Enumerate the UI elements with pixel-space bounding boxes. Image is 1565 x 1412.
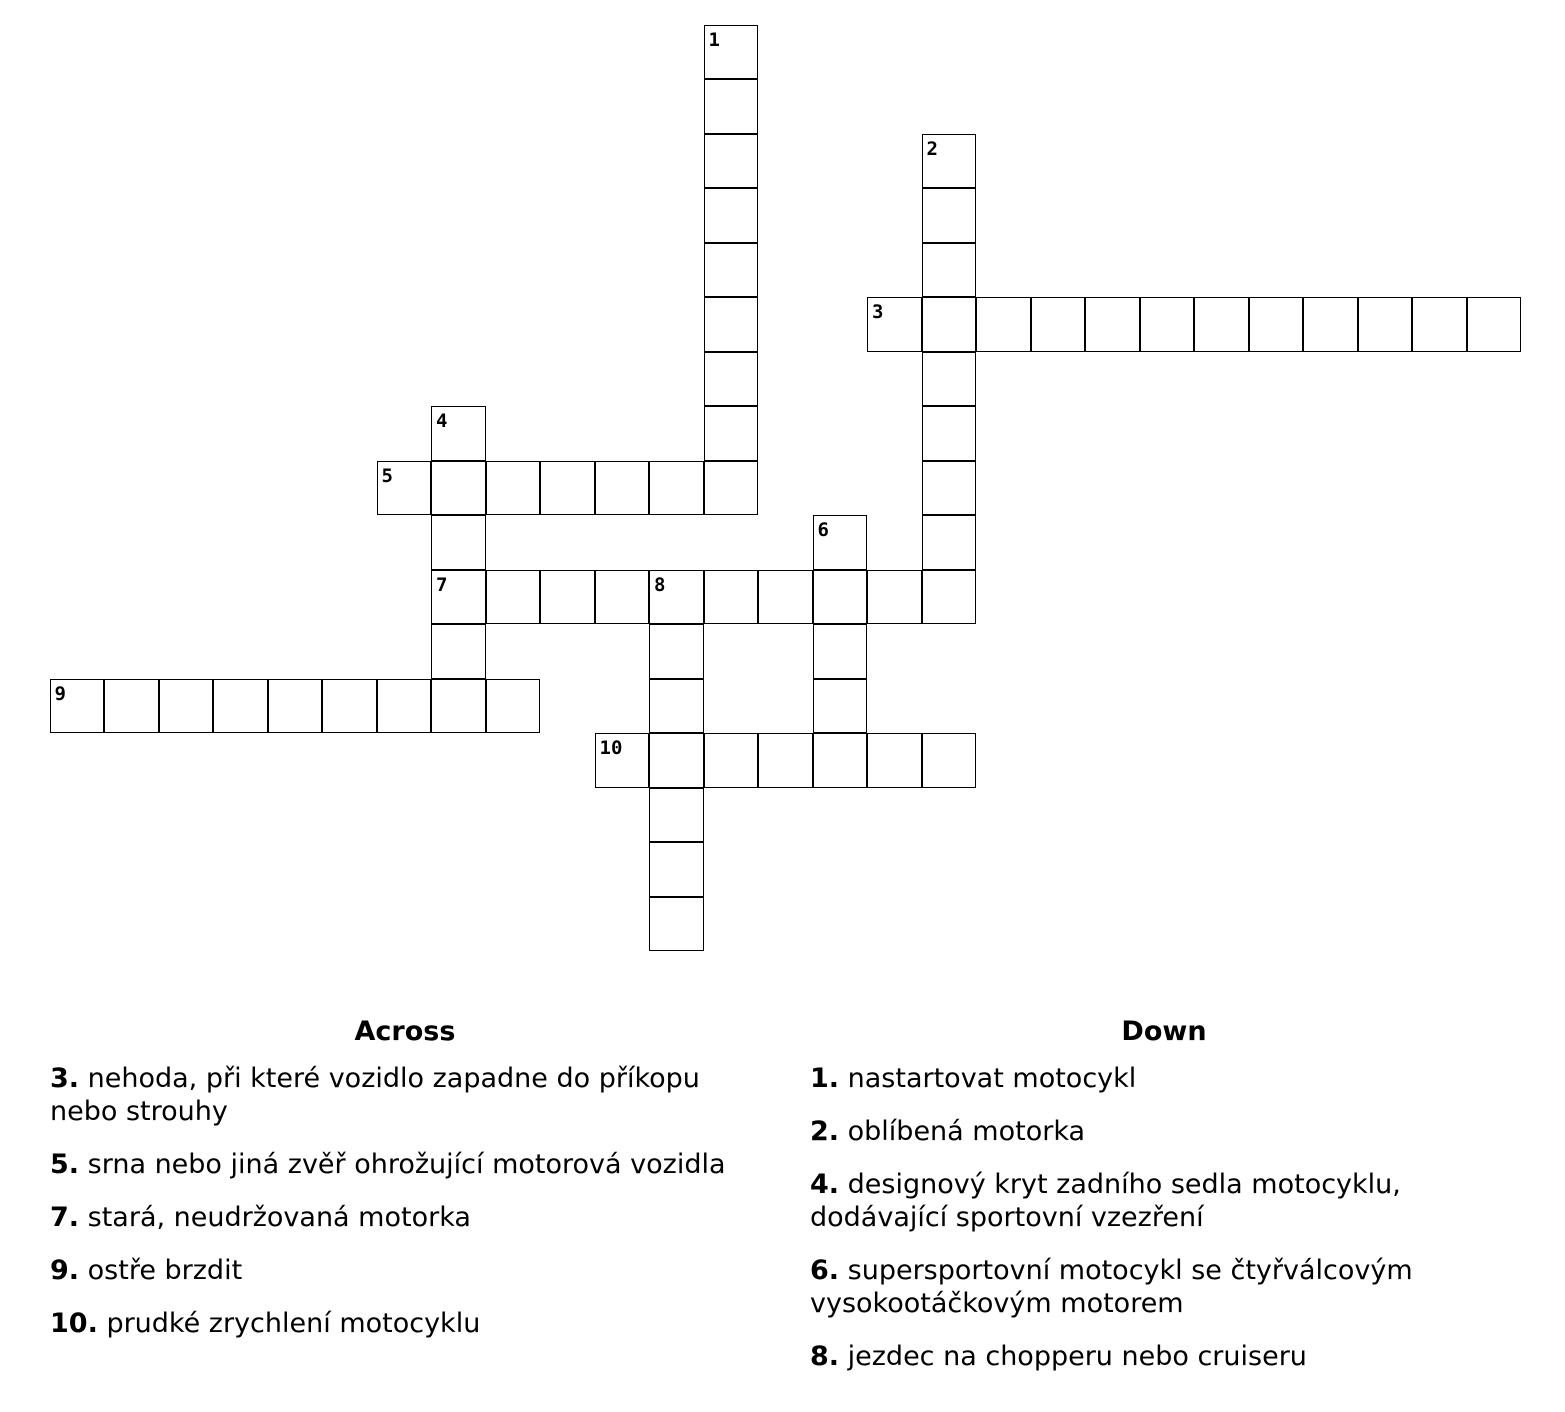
grid-cell[interactable] — [649, 679, 704, 734]
grid-cell[interactable] — [431, 570, 486, 625]
clue-text: ostře brzdit — [87, 1255, 243, 1286]
clue-item — [810, 1168, 1530, 1234]
grid-cell[interactable] — [813, 679, 868, 734]
grid-cell[interactable] — [1194, 297, 1249, 352]
clue-number: 7. — [50, 1202, 80, 1233]
across-clue-list — [50, 1062, 760, 1340]
down-clues-section — [810, 1012, 1530, 1393]
grid-cell[interactable] — [922, 570, 977, 625]
clue-text: designový kryt zadního sedla motocyklu, dodávající sportovní vzezření — [810, 1169, 1401, 1233]
grid-cell[interactable] — [104, 679, 159, 734]
grid-cell[interactable] — [649, 897, 704, 952]
clue-text: supersportovní motocykl se čtyřválcovým vysokootáčkovým motorem — [810, 1255, 1413, 1319]
cell-number: 4 — [436, 410, 448, 432]
grid-cell[interactable] — [922, 134, 977, 189]
grid-cell[interactable] — [813, 515, 868, 570]
grid-cell[interactable] — [1412, 297, 1467, 352]
grid-cell[interactable] — [867, 297, 922, 352]
grid-cell[interactable] — [813, 624, 868, 679]
grid-cell[interactable] — [976, 297, 1031, 352]
grid-cell[interactable] — [649, 842, 704, 897]
clue-text: srna nebo jiná zvěř ohrožující motorová vozidla — [87, 1149, 726, 1180]
clue-text: jezdec na chopperu nebo cruiseru — [847, 1341, 1307, 1372]
clue-number: 4. — [810, 1169, 840, 1200]
grid-cell[interactable] — [486, 679, 541, 734]
grid-cell[interactable] — [867, 570, 922, 625]
grid-cell[interactable] — [431, 515, 486, 570]
cell-number: 9 — [54, 682, 66, 705]
cell-number: 10 — [599, 737, 623, 759]
grid-cell[interactable] — [431, 406, 486, 461]
clue-item — [50, 1201, 760, 1234]
grid-cell[interactable] — [431, 461, 486, 516]
clue-text: nehoda, při které vozidlo zapadne do příkopu nebo strouhy — [50, 1063, 700, 1127]
grid-cell[interactable] — [540, 461, 595, 516]
down-clue-list — [810, 1062, 1530, 1373]
grid-cell[interactable] — [595, 733, 650, 788]
grid-cell[interactable] — [486, 570, 541, 625]
cell-number: 8 — [654, 573, 666, 596]
grid-cell[interactable] — [922, 515, 977, 570]
clue-text: oblíbená motorka — [847, 1116, 1086, 1147]
grid-cell[interactable] — [649, 788, 704, 843]
grid-cell[interactable] — [1249, 297, 1304, 352]
grid-cell[interactable] — [213, 679, 268, 734]
clue-item — [50, 1307, 760, 1340]
cell-number: 2 — [926, 137, 938, 160]
grid-cell[interactable] — [704, 733, 759, 788]
grid-cell[interactable] — [431, 624, 486, 679]
grid-cell[interactable] — [159, 679, 214, 734]
grid-cell[interactable] — [704, 25, 759, 80]
clue-text: prudké zrychlení motocyklu — [106, 1308, 481, 1339]
grid-cell[interactable] — [486, 461, 541, 516]
clue-item — [810, 1340, 1530, 1373]
grid-cell[interactable] — [1031, 297, 1086, 352]
grid-cell[interactable] — [813, 733, 868, 788]
clue-item — [810, 1062, 1530, 1095]
grid-cell[interactable] — [1467, 297, 1522, 352]
grid-cell[interactable] — [377, 461, 432, 516]
grid-cell[interactable] — [704, 297, 759, 352]
clue-item — [810, 1115, 1530, 1148]
across-clues-section — [50, 1012, 760, 1360]
grid-cell[interactable] — [813, 570, 868, 625]
clue-number: 8. — [810, 1341, 840, 1372]
grid-cell[interactable] — [704, 570, 759, 625]
grid-cell[interactable] — [922, 461, 977, 516]
grid-cell[interactable] — [704, 406, 759, 461]
grid-cell[interactable] — [649, 733, 704, 788]
cell-number: 5 — [381, 464, 393, 487]
grid-cell[interactable] — [268, 679, 323, 734]
cell-number: 1 — [708, 28, 720, 51]
clue-number: 2. — [810, 1116, 840, 1147]
cell-number: 6 — [817, 519, 829, 541]
clue-number: 10. — [50, 1308, 98, 1339]
grid-cell[interactable] — [922, 733, 977, 788]
clue-text: stará, neudržovaná motorka — [87, 1202, 471, 1233]
clue-item — [50, 1062, 760, 1128]
grid-cell[interactable] — [704, 243, 759, 298]
grid-cell[interactable] — [704, 352, 759, 407]
grid-cell[interactable] — [922, 406, 977, 461]
grid-cell[interactable] — [704, 134, 759, 189]
grid-cell[interactable] — [595, 461, 650, 516]
grid-cell[interactable] — [322, 679, 377, 734]
grid-cell[interactable] — [649, 570, 704, 625]
grid-cell[interactable] — [1140, 297, 1195, 352]
cell-number: 3 — [872, 301, 884, 323]
grid-cell[interactable] — [758, 570, 813, 625]
cell-number: 7 — [436, 573, 448, 596]
down-heading: Down — [1121, 1016, 1207, 1047]
clue-number: 5. — [50, 1149, 80, 1180]
grid-cell[interactable] — [922, 352, 977, 407]
grid-cell[interactable] — [704, 188, 759, 243]
grid-cell[interactable] — [1085, 297, 1140, 352]
grid-cell[interactable] — [1358, 297, 1413, 352]
grid-cell[interactable] — [867, 733, 922, 788]
grid-cell[interactable] — [922, 297, 977, 352]
clue-item — [810, 1254, 1530, 1320]
grid-cell[interactable] — [758, 733, 813, 788]
clue-number: 3. — [50, 1063, 80, 1094]
across-heading: Across — [354, 1016, 456, 1047]
grid-cell[interactable] — [50, 679, 105, 734]
grid-cell[interactable] — [431, 679, 486, 734]
clue-number: 6. — [810, 1255, 840, 1286]
clue-number: 9. — [50, 1255, 80, 1286]
clue-item — [50, 1148, 760, 1181]
grid-cell[interactable] — [649, 624, 704, 679]
clue-item — [50, 1254, 760, 1287]
grid-cell[interactable] — [922, 243, 977, 298]
clue-number: 1. — [810, 1063, 840, 1094]
grid-cell[interactable] — [922, 188, 977, 243]
grid-cell[interactable] — [595, 570, 650, 625]
grid-cell[interactable] — [704, 79, 759, 134]
clue-text: nastartovat motocykl — [847, 1063, 1137, 1094]
grid-cell[interactable] — [649, 461, 704, 516]
grid-cell[interactable] — [377, 679, 432, 734]
grid-cell[interactable] — [704, 461, 759, 516]
grid-cell[interactable] — [540, 570, 595, 625]
grid-cell[interactable] — [1303, 297, 1358, 352]
